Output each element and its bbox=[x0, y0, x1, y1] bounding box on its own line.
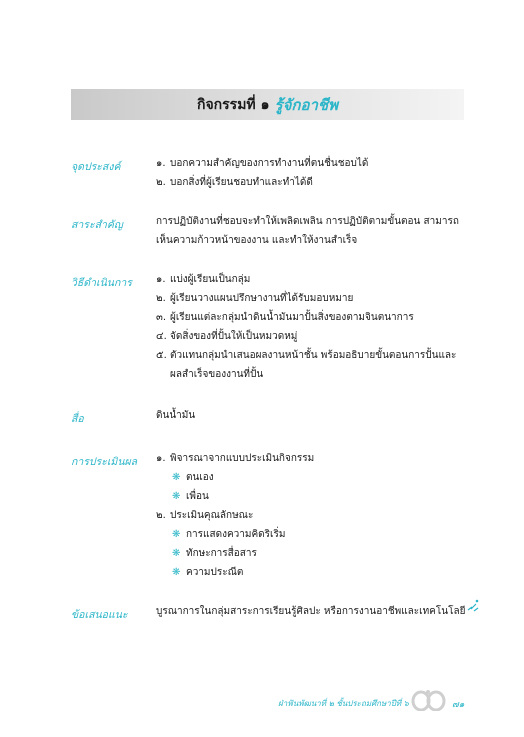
list-item: ๒. ประเมินคุณลักษณะ bbox=[156, 510, 254, 521]
list-item: ๑. พิจารณาจากแบบประเมินกิจกรรม bbox=[156, 453, 315, 464]
list-subitem: ❋ ตนเอง bbox=[156, 468, 314, 487]
section-label: สาระสำคัญ bbox=[71, 219, 123, 231]
footer-book-title: ฝ่าฟันพัฒนาที่ ๒ ชั้นประถมศึกษาปีที่ ๖ bbox=[278, 699, 409, 708]
asterisk-bullet-icon: ❋ bbox=[172, 548, 181, 559]
section-label: สื่อ bbox=[71, 413, 84, 425]
list-item: ๑. แบ่งผู้เรียนเป็นกลุ่ม bbox=[156, 274, 251, 285]
list-item: ๒. บอกสิ่งที่ผู้เรียนชอบทำและทำได้ดี bbox=[156, 177, 313, 188]
page-number: ๗๑ bbox=[452, 700, 465, 710]
list-item: ๑. บอกความสำคัญของการทำงานที่ตนชื่นชอบได้ bbox=[156, 158, 369, 169]
paragraph-line: เห็นความก้าวหน้าของงาน และทำให้งานสำเร็จ bbox=[156, 235, 358, 246]
activity-number: ๑ bbox=[260, 96, 270, 113]
section-label: จุดประสงค์ bbox=[71, 161, 121, 173]
paragraph-line: ดินน้ำมัน bbox=[156, 410, 196, 421]
section-label: ข้อเสนอแนะ bbox=[71, 609, 128, 621]
activity-title-bar bbox=[71, 89, 464, 120]
asterisk-bullet-icon: ❋ bbox=[172, 491, 181, 502]
page-footer bbox=[0, 697, 524, 717]
list-item: ๔. จัดสิ่งของที่ปั้นให้เป็นหมวดหมู่ bbox=[156, 331, 298, 342]
section-label: วิธีดำเนินการ bbox=[71, 277, 132, 289]
list-item: ๓. ผู้เรียนแต่ละกลุ่มนำดินน้ำมันมาปั้นสิ่งของตามจินตนาการ bbox=[156, 312, 414, 323]
section-label: การประเมินผล bbox=[71, 456, 138, 468]
list-subitem: ❋ ความประณีต bbox=[156, 563, 314, 582]
list-subitem: ❋ เพื่อน bbox=[156, 487, 314, 506]
list-subitem: ❋ การแสดงความคิดริเริ่ม bbox=[156, 525, 314, 544]
asterisk-bullet-icon: ❋ bbox=[172, 529, 181, 540]
page-subtitle: รู้จักอาชีพ bbox=[274, 95, 338, 114]
list-subitem: ❋ ทักษะการสื่อสาร bbox=[156, 544, 314, 563]
page-title: กิจกรรมที่ bbox=[197, 96, 256, 113]
paragraph-line: บูรณาการในกลุ่มสาระการเรียนรู้ศิลปะ หรือการงานอาชีพและเทคโนโลยี bbox=[156, 606, 466, 617]
list-item: ๒. ผู้เรียนวางแผนปรึกษางานที่ได้รับมอบหมาย bbox=[156, 293, 354, 304]
footer-logo-icon bbox=[411, 689, 447, 711]
paragraph-line: การปฏิบัติงานที่ชอบจะทำให้เพลิดเพลิน การปฏิบัติตามขั้นตอน สามารถ bbox=[156, 216, 459, 227]
asterisk-bullet-icon: ❋ bbox=[172, 567, 181, 578]
list-item: ๕. ตัวแทนกลุ่มนำเสนอผลงานหน้าชั้น พร้อมอธิบายขั้นตอนการปั้นและ bbox=[156, 350, 457, 361]
asterisk-bullet-icon: ❋ bbox=[172, 472, 181, 483]
sparkle-decoration-icon bbox=[466, 598, 480, 612]
list-item-continuation: ผลสำเร็จของงานที่ปั้น bbox=[170, 369, 264, 380]
